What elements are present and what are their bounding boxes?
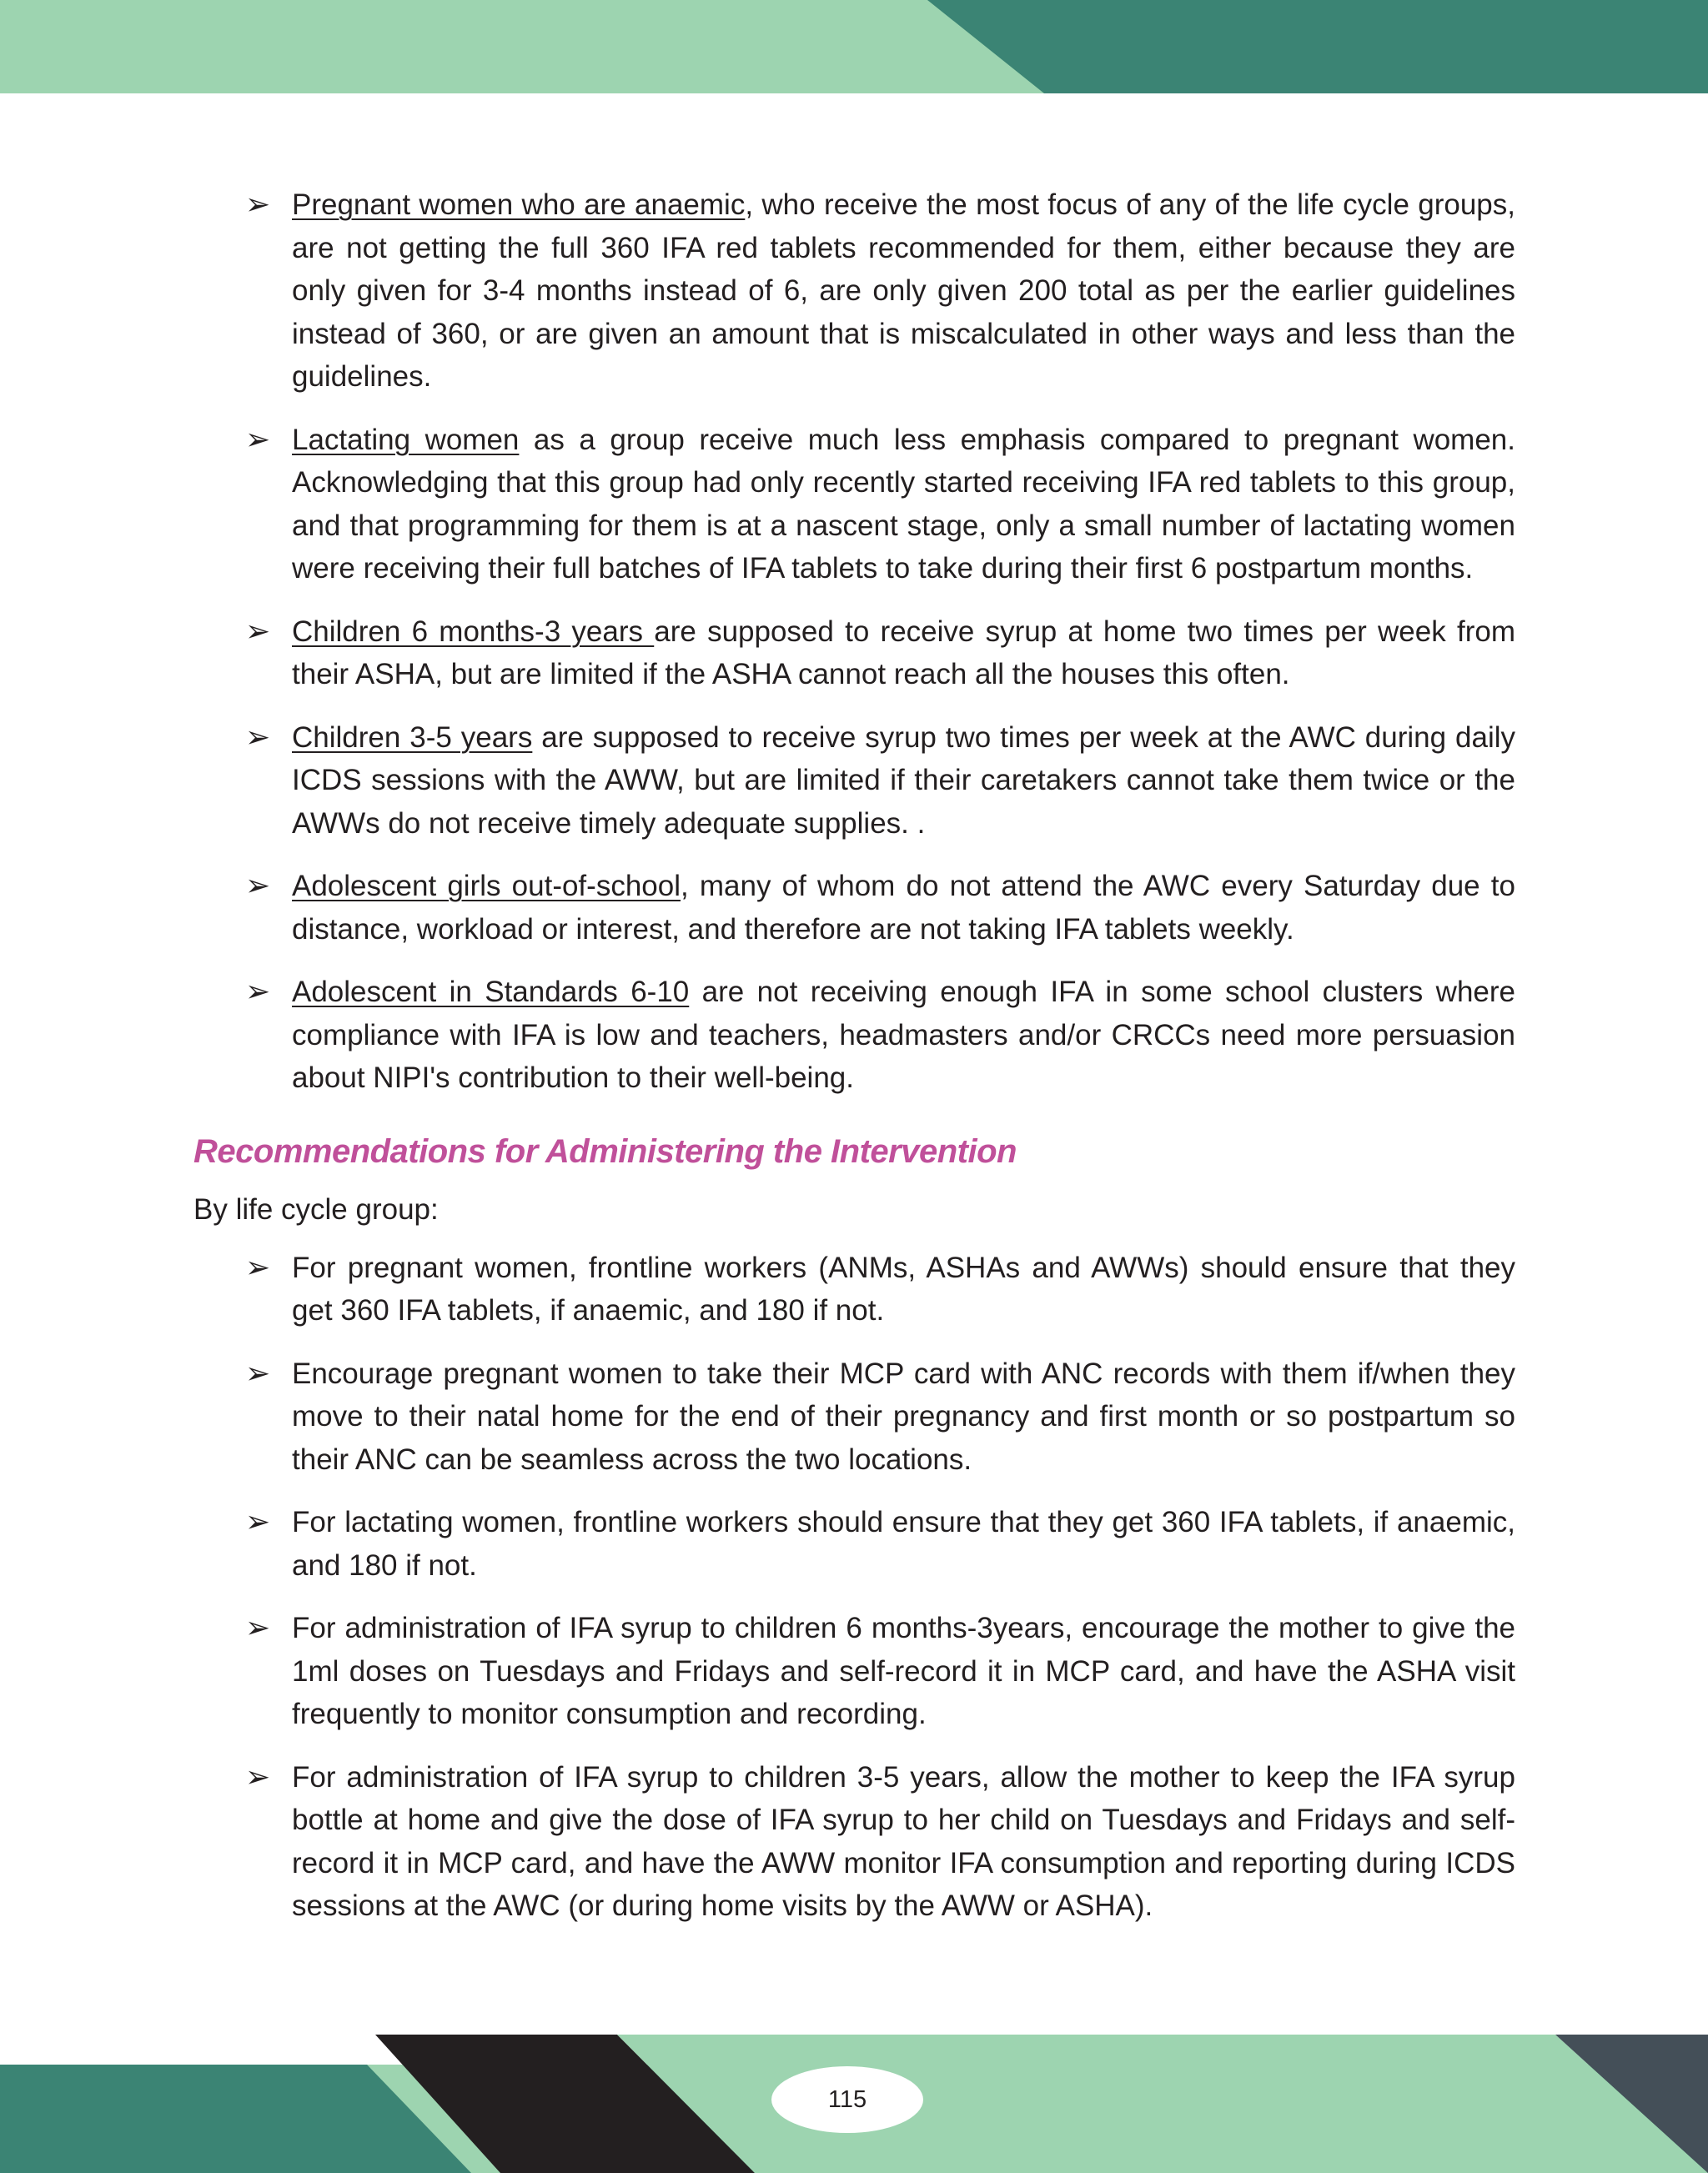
- list-item-text: Encourage pregnant women to take their MCP card with ANC records with them if/when they move to their natal home for the end of their pregnancy and first month or so postpartum so their ANC can be seamless across the two locations.: [292, 1357, 1515, 1476]
- list-item: [193, 1607, 1515, 1736]
- arrow-bullet-icon: ➢: [245, 1611, 271, 1645]
- list-item: [193, 865, 1515, 951]
- arrow-bullet-icon: ➢: [245, 975, 271, 1009]
- arrow-bullet-icon: ➢: [245, 720, 271, 755]
- list-item-body: are supposed to receive syrup at home two times per week from their ASHA, but are limited if the ASHA cannot reach all the houses this often.: [292, 615, 1515, 690]
- arrow-bullet-icon: ➢: [245, 422, 271, 457]
- arrow-bullet-icon: ➢: [245, 1250, 271, 1285]
- list-item-subject: Children 3-5 years: [292, 720, 533, 754]
- list-item-text: For pregnant women, frontline workers (ANMs, ASHAs and AWWs) should ensure that they get 360 IFA tablets, if anaemic, and 180 if not.: [292, 1251, 1515, 1327]
- list-item: [193, 610, 1515, 696]
- list-item-body: are not receiving enough IFA in some school clusters where compliance with IFA is low and teachers, headmasters and/or CRCCs need more persuasion about NIPI's contribution to their well-being.: [292, 976, 1516, 1094]
- list-item-text: For administration of IFA syrup to children 3-5 years, allow the mother to keep the IFA syrup bottle at home and give the dose of IFA syrup to her child on Tuesdays and Fridays and self-record it in MCP card, and have the AWW monitor IFA consumption and reporting during ICDS sessions at the AWC (or during home visits by the AWW or ASHA).: [292, 1760, 1515, 1922]
- top-decorative-band: [0, 0, 1708, 93]
- list-item-body: , who receive the most focus of any of the life cycle groups, are not getting the full 360 IFA red tablets recommended for them, either because they are only given for 3-4 months instead of 6, are only given 200 total as per the earlier guidelines instead of 360, or are given an amount that is miscalculated in other ways and less than the guidelines.: [292, 188, 1515, 393]
- arrow-bullet-icon: ➢: [245, 614, 271, 649]
- page-content: [193, 183, 1515, 1948]
- list-item: [193, 183, 1515, 399]
- intro-text: By life cycle group:: [193, 1192, 439, 1226]
- arrow-bullet-icon: ➢: [245, 1505, 271, 1539]
- list-item: [193, 419, 1515, 590]
- list-item-text: [292, 971, 1515, 1100]
- list-item: [193, 1352, 1515, 1482]
- list-item: [193, 716, 1515, 846]
- list-item: [193, 1247, 1515, 1332]
- list-item-body: are supposed to receive syrup two times per week at the AWC during daily ICDS sessions with the AWW, but are limited if their caretakers cannot take them twice or the AWWs do not receive timely adequate supplies. .: [292, 720, 1515, 840]
- arrow-bullet-icon: ➢: [245, 188, 271, 222]
- list-item-text: [292, 716, 1515, 846]
- list-item-subject: Pregnant women who are anaemic: [292, 188, 746, 221]
- section-heading: Recommendations for Administering the Intervention: [193, 1132, 1017, 1170]
- list-item-text: [292, 419, 1515, 590]
- list-item-text: For administration of IFA syrup to children 6 months-3years, encourage the mother to give the 1ml doses on Tuesdays and Fridays and self-record it in MCP card, and have the ASHA visit frequently to monitor consumption and recording.: [292, 1612, 1515, 1730]
- list-item-text: [292, 865, 1515, 951]
- arrow-bullet-icon: ➢: [245, 869, 271, 903]
- list-item-text: [292, 183, 1515, 399]
- list-item-body: , many of whom do not attend the AWC every Saturday due to distance, workload or interest, and therefore are not taking IFA tablets weekly.: [292, 870, 1515, 946]
- recommendations-list: [193, 1247, 1515, 1928]
- list-item-subject: Lactating women: [292, 423, 520, 456]
- list-item-text: [292, 610, 1515, 696]
- list-item-subject: Children 6 months-3 years: [292, 615, 655, 648]
- findings-list: [193, 183, 1515, 1100]
- list-item-body: as a group receive much less emphasis compared to pregnant women. Acknowledging that this group had only recently started receiving IFA red tablets to this group, and that programming for them is at a nascent stage, only a small number of lactating women were receiving their full batches of IFA tablets to take during their first 6 postpartum months.: [292, 423, 1515, 585]
- list-item-subject: Adolescent in Standards 6-10: [292, 976, 690, 1008]
- arrow-bullet-icon: ➢: [245, 1759, 271, 1794]
- list-item: [193, 1756, 1515, 1928]
- arrow-bullet-icon: ➢: [245, 1356, 271, 1391]
- list-item: [193, 1501, 1515, 1587]
- list-item: [193, 971, 1515, 1100]
- list-item-text: For lactating women, frontline workers should ensure that they get 360 IFA tablets, if anaemic, and 180 if not.: [292, 1506, 1515, 1582]
- list-item-subject: Adolescent girls out-of-school: [292, 870, 681, 902]
- page-number: 115: [771, 2066, 923, 2133]
